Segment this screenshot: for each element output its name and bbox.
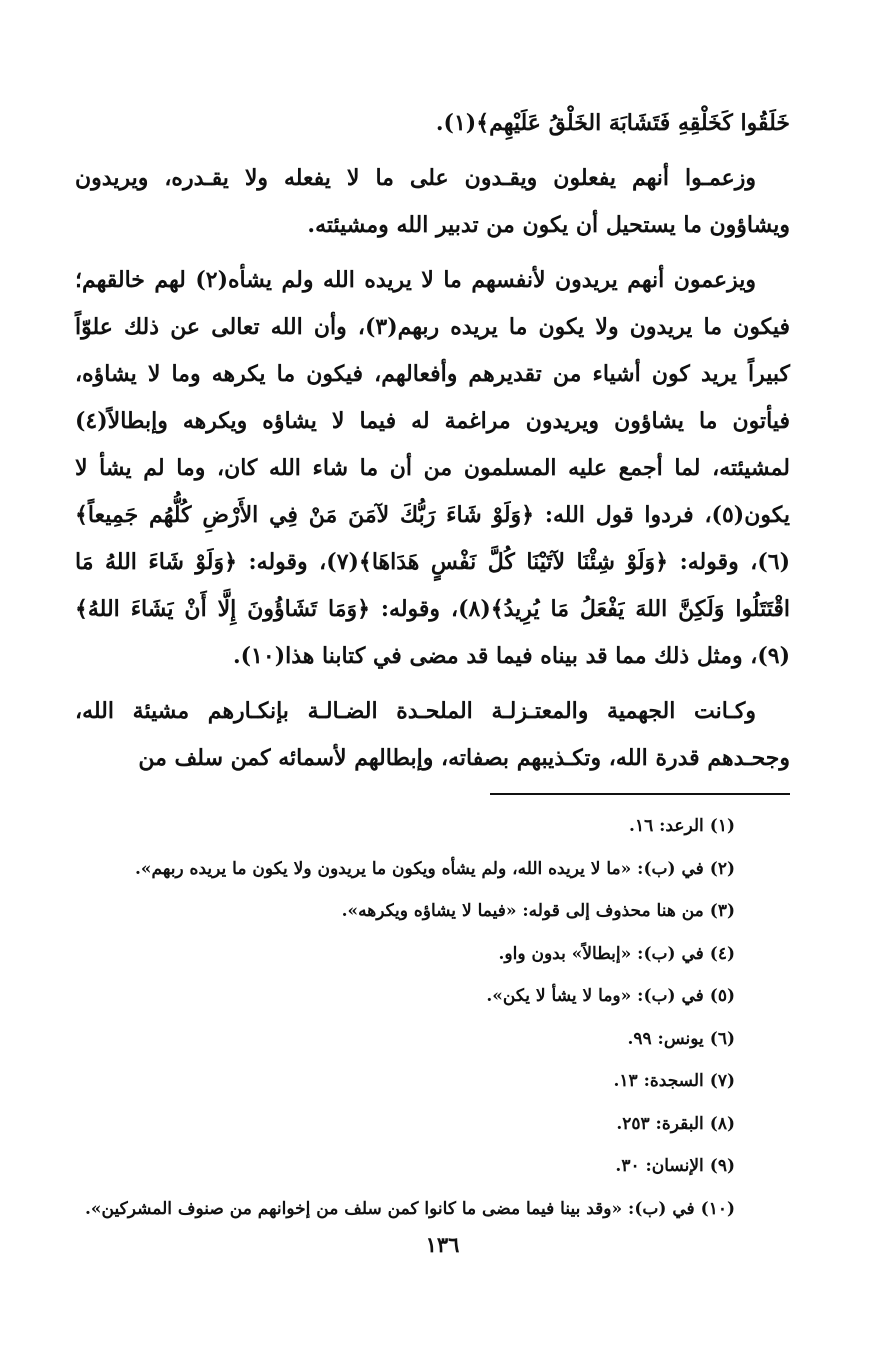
footnote [65, 848, 735, 891]
footnote-text: السجدة: ١٣. [613, 1071, 704, 1091]
footnote [65, 1060, 735, 1103]
footnote-divider [490, 793, 790, 795]
footnote-number: (٦) [709, 1028, 735, 1049]
footnote-number: (٣) [709, 901, 735, 921]
footnote-text: البقرة: ٢٥٣. [616, 1113, 704, 1134]
paragraph-2: وزعمـوا أنهم يفعلون ويقـدون على ما لا يفعله ولا يقـدره، ويريدون ويشاؤون ما يستحيل أن يكون من تدبير الله ومشيئته. [75, 165, 790, 238]
footnote-text: في (ب): «إبطالاً» بدون واو. [498, 943, 704, 964]
footnote-text: من هنا محذوف إلى قوله: «فيما لا يشاؤه ويكرهه». [341, 901, 704, 921]
footnote [65, 1018, 735, 1061]
footnote [65, 1103, 735, 1146]
footnote [65, 805, 735, 848]
footnote-text: الإنسان: ٣٠. [615, 1156, 704, 1176]
footnote-number: (٤) [709, 943, 735, 964]
footnote-number: (٨) [709, 1113, 735, 1134]
footnote-number: (٩) [709, 1156, 735, 1176]
footnote [65, 1145, 735, 1188]
main-text [75, 100, 790, 790]
footnote-text: في (ب): «ما لا يريده الله، ولم يشأه ويكون ما يريدون ولا يكون ما يريده ربهم». [135, 858, 704, 879]
footnote-number: (٢) [709, 858, 735, 879]
footnote [65, 890, 735, 933]
footnote-number: (٧) [709, 1071, 735, 1091]
footnote-number: (٥) [709, 986, 735, 1006]
footnote [65, 933, 735, 976]
footnote-number: (١٠) [700, 1198, 735, 1219]
footnote [65, 1188, 735, 1231]
page-number: ١٣٦ [425, 1232, 460, 1257]
footnote-text: الرعد: ١٦. [629, 816, 704, 836]
footnote-text: في (ب): «وما لا يشأ لا يكن». [486, 986, 704, 1006]
footnotes [65, 805, 735, 1230]
paragraph-4: وكـانت الجهمية والمعتـزلـة الملحـدة الضـالـة بإنكـارهم مشيئة الله، وجحـدهم قدرة الله، وتكـذيبهم بصفاته، وإبطالهم لأسمائه كمن سلف من [75, 698, 790, 771]
paragraph-3: ويزعمون أنهم يريدون لأنفسهم ما لا يريده الله ولم يشأه(٢) لهم خالقهم؛ فيكون ما يريدون ولا يكون ما يريده ربهم(٣)، وأن الله تعالى عن ذلك علوّاً كبيراً يريد كون أشياء من تقديرهم وأفعالهم، فيكون ما يكرهه وما لا يشاؤه، فيأتون ما يشاؤون ويريدون مراغمة له فيما لا يشاؤه ويكرهه وإبطالاً(٤) لمشيئته، لما أجمع عليه المسلمون من أن ما شاء الله كان، وما لم يشأ لا يكون(٥)، فردوا قول الله: ﴿وَلَوْ شَاءَ رَبُّكَ لآمَنَ مَنْ فِي الأَرْضِ كُلُّهُم جَمِيعاً﴾(٦)، وقوله: ﴿وَلَوْ شِئْنَا لآتَيْنَا كُلَّ نَفْسٍ هَدَاهَا﴾(٧)، وقوله: ﴿وَلَوْ شَاءَ اللهُ مَا اقْتَتَلُوا وَلَكِنَّ اللهَ يَفْعَلُ مَا يُرِيدُ﴾(٨)، وقوله: ﴿وَمَا تَشَاؤُونَ إِلَّا أَنْ يَشَاءَ اللهُ﴾(٩)، ومثل ذلك مما قد بيناه فيما قد مضى في كتابنا هذا(١٠). [75, 267, 790, 669]
footnote-text: في (ب): «وقد بينا فيما مضى ما كانوا كمن سلف من إخوانهم من صنوف المشركين». [84, 1198, 695, 1219]
footnote-number: (١) [709, 816, 735, 836]
footnote [65, 975, 735, 1018]
paragraph-1: خَلَقُوا كَخَلْقِهِ فَتَشَابَهَ الخَلْقُ عَلَيْهِم﴾(١). [435, 110, 790, 136]
footnote-text: يونس: ٩٩. [627, 1028, 704, 1049]
